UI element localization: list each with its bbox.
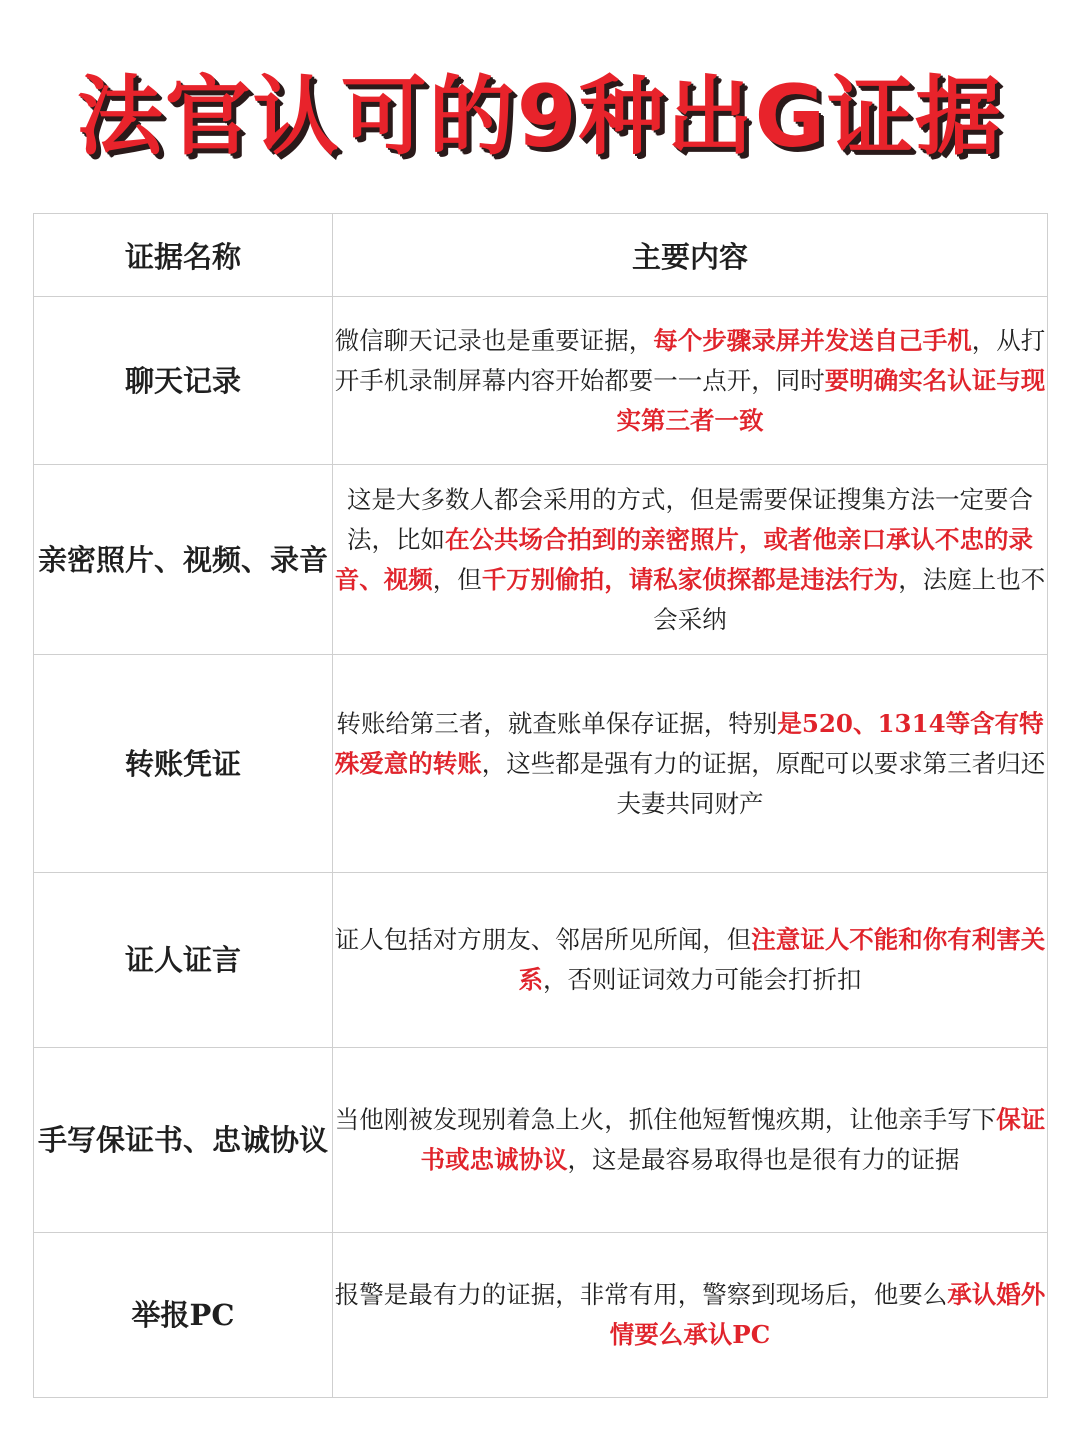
content-segment: 证人包括对方朋友、邻居所见所闻，但 [334, 925, 752, 954]
content-highlight: 千万别偷拍，请私家侦探都是违法行为 [481, 564, 899, 594]
evidence-content [333, 465, 1048, 655]
evidence-name: 举报PC [34, 1233, 333, 1398]
evidence-content [333, 1233, 1048, 1398]
content-segment: ，法庭上也不会采纳 [653, 564, 1046, 634]
table-row [34, 873, 1048, 1048]
content-segment: ，从打开手机录制屏幕内容开始都要一一点开，同时 [334, 325, 1046, 395]
content-segment: 微信聊天记录也是重要证据， [334, 325, 654, 355]
content-segment: 当他刚被发现别着急上火，抓住他短暂愧疚期，让他亲手写下 [334, 1105, 997, 1134]
content-segment: ，这是最容易取得也是很有力的证据 [567, 1145, 960, 1174]
evidence-content [333, 873, 1048, 1048]
evidence-name: 证人证言 [34, 873, 333, 1048]
table-row [34, 465, 1048, 655]
page-title: 法官认可的9种出G证据 [76, 67, 1004, 167]
table-row [34, 655, 1048, 873]
content-highlight: 每个步骤录屏并发送自己手机 [653, 325, 972, 355]
evidence-content [333, 655, 1048, 873]
table-header-row [34, 214, 1048, 297]
evidence-table [33, 213, 1048, 1398]
content-segment: ，否则证词效力可能会打折扣 [543, 965, 862, 994]
column-header-name: 证据名称 [34, 214, 333, 297]
content-segment: 报警是最有力的证据，非常有用，警察到现场后，他要么 [334, 1280, 948, 1309]
content-highlight: 保证书或忠诚协议 [420, 1105, 1046, 1174]
content-segment: 这是大多数人都会采用的方式，但是需要保证搜集方法一定要合法，比如 [347, 484, 1033, 554]
content-segment: 转账给第三者，就查账单保存证据，特别 [336, 708, 778, 738]
content-highlight: 承认婚外情要么承认PC [609, 1280, 1046, 1349]
evidence-name: 亲密照片、视频、录音 [34, 465, 333, 655]
content-segment: ，但 [432, 564, 482, 594]
evidence-name: 手写保证书、忠诚协议 [34, 1048, 333, 1233]
table-row [34, 297, 1048, 465]
evidence-name: 转账凭证 [34, 655, 333, 873]
content-highlight: 注意证人不能和你有利害关系 [518, 925, 1046, 994]
evidence-name: 聊天记录 [34, 297, 333, 465]
content-highlight: 在公共场合拍到的亲密照片，或者他亲口承认不忠的录音、视频 [334, 524, 1033, 594]
evidence-content [333, 297, 1048, 465]
content-highlight: 是520、1314等含有特殊爱意的转账 [334, 708, 1044, 778]
evidence-content [333, 1048, 1048, 1233]
table-row [34, 1048, 1048, 1233]
content-highlight: 要明确实名认证与现实第三者一致 [616, 365, 1046, 435]
content-segment: ，这些都是强有力的证据，原配可以要求第三者归还夫妻共同财产 [481, 748, 1046, 818]
column-header-content: 主要内容 [333, 214, 1048, 297]
table-row [34, 1233, 1048, 1398]
